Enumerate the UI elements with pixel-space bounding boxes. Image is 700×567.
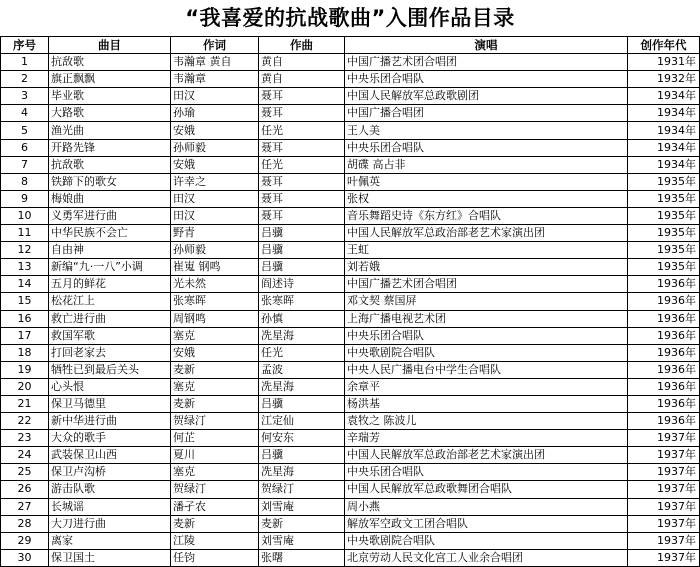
cell-song: 武装保卫山西 — [49, 447, 171, 464]
cell-song: 抗敌歌 — [49, 54, 171, 71]
cell-song: 新中华进行曲 — [49, 413, 171, 430]
table-row — [1, 395, 700, 412]
cell-composer: 孙慎 — [259, 310, 345, 327]
cell-composer: 聂耳 — [259, 88, 345, 105]
cell-lyricist: 光未然 — [171, 276, 259, 293]
cell-composer: 阎述诗 — [259, 276, 345, 293]
cell-year: 1935年 — [628, 242, 700, 259]
cell-song: 大众的歌手 — [49, 430, 171, 447]
table-row — [1, 464, 700, 481]
cell-lyricist: 塞克 — [171, 327, 259, 344]
table-row — [1, 242, 700, 259]
cell-year: 1936年 — [628, 276, 700, 293]
cell-year: 1937年 — [628, 532, 700, 549]
cell-performer: 中国广播合唱团 — [345, 105, 628, 122]
cell-number: 20 — [1, 378, 49, 395]
cell-composer: 吕骥 — [259, 447, 345, 464]
cell-number: 10 — [1, 207, 49, 224]
table-row — [1, 515, 700, 532]
cell-composer: 张曙 — [259, 549, 345, 566]
table-row — [1, 532, 700, 549]
cell-number: 27 — [1, 498, 49, 515]
table-row — [1, 207, 700, 224]
cell-number: 13 — [1, 259, 49, 276]
cell-composer: 聂耳 — [259, 173, 345, 190]
cell-lyricist: 贺绿汀 — [171, 413, 259, 430]
cell-composer: 江定仙 — [259, 413, 345, 430]
cell-number: 2 — [1, 71, 49, 88]
cell-performer: 音乐舞蹈史诗《东方红》合唱队 — [345, 207, 628, 224]
cell-year: 1935年 — [628, 173, 700, 190]
cell-composer: 麦新 — [259, 515, 345, 532]
cell-composer: 冼星海 — [259, 327, 345, 344]
cell-year: 1931年 — [628, 54, 700, 71]
cell-lyricist: 孙师毅 — [171, 242, 259, 259]
cell-year: 1936年 — [628, 378, 700, 395]
cell-performer: 辛瑞芳 — [345, 430, 628, 447]
cell-song: 大刀进行曲 — [49, 515, 171, 532]
cell-performer: 中国人民解放军总政治部老艺术家演出团 — [345, 225, 628, 242]
cell-song: 心头恨 — [49, 378, 171, 395]
table-row — [1, 122, 700, 139]
cell-lyricist: 夏川 — [171, 447, 259, 464]
table-row — [1, 413, 700, 430]
cell-year: 1936年 — [628, 344, 700, 361]
table-header-row — [1, 37, 700, 54]
cell-lyricist: 孙瑜 — [171, 105, 259, 122]
cell-number: 30 — [1, 549, 49, 566]
cell-performer: 中央乐团合唱队 — [345, 327, 628, 344]
cell-performer: 中央乐团合唱队 — [345, 139, 628, 156]
cell-number: 26 — [1, 481, 49, 498]
cell-year: 1936年 — [628, 361, 700, 378]
cell-number: 6 — [1, 139, 49, 156]
cell-composer: 刘雪庵 — [259, 532, 345, 549]
cell-song: 五月的鲜花 — [49, 276, 171, 293]
cell-performer: 王虹 — [345, 242, 628, 259]
cell-composer: 吕骥 — [259, 395, 345, 412]
cell-number: 1 — [1, 54, 49, 71]
cell-lyricist: 贺绿汀 — [171, 481, 259, 498]
cell-performer: 周小燕 — [345, 498, 628, 515]
cell-year: 1934年 — [628, 105, 700, 122]
cell-year: 1932年 — [628, 71, 700, 88]
cell-song: 抗敌歌 — [49, 156, 171, 173]
cell-number: 7 — [1, 156, 49, 173]
cell-song: 自由神 — [49, 242, 171, 259]
cell-number: 25 — [1, 464, 49, 481]
cell-composer: 黄自 — [259, 71, 345, 88]
cell-composer: 任光 — [259, 156, 345, 173]
cell-lyricist: 麦新 — [171, 395, 259, 412]
cell-performer: 上海广播电视艺术团 — [345, 310, 628, 327]
table-row — [1, 156, 700, 173]
cell-composer: 张寒晖 — [259, 293, 345, 310]
table-row — [1, 139, 700, 156]
cell-song: 松花江上 — [49, 293, 171, 310]
cell-year: 1937年 — [628, 498, 700, 515]
cell-song: 保卫马德里 — [49, 395, 171, 412]
cell-performer: 叶佩英 — [345, 173, 628, 190]
cell-song: 新编“九·一八”小调 — [49, 259, 171, 276]
cell-lyricist: 崔嵬 钢鸣 — [171, 259, 259, 276]
cell-year: 1936年 — [628, 310, 700, 327]
cell-year: 1937年 — [628, 430, 700, 447]
page-title: “我喜爱的抗战歌曲”入围作品目录 — [185, 6, 515, 30]
cell-lyricist: 潘孑农 — [171, 498, 259, 515]
cell-performer: 中国广播艺术团合唱团 — [345, 276, 628, 293]
cell-performer: 刘若娥 — [345, 259, 628, 276]
cell-lyricist: 何芷 — [171, 430, 259, 447]
table-row — [1, 173, 700, 190]
cell-year: 1934年 — [628, 156, 700, 173]
cell-lyricist: 麦新 — [171, 515, 259, 532]
table-row — [1, 481, 700, 498]
table-row — [1, 190, 700, 207]
cell-performer: 解放军空政文工团合唱队 — [345, 515, 628, 532]
cell-lyricist: 韦瀚章 — [171, 71, 259, 88]
table-row — [1, 105, 700, 122]
header-year: 创作年代 — [628, 37, 700, 54]
cell-song: 保卫卢沟桥 — [49, 464, 171, 481]
cell-composer: 聂耳 — [259, 139, 345, 156]
table-row — [1, 447, 700, 464]
cell-number: 5 — [1, 122, 49, 139]
cell-number: 8 — [1, 173, 49, 190]
song-list-table — [0, 36, 700, 567]
cell-lyricist: 塞克 — [171, 464, 259, 481]
cell-composer: 何安东 — [259, 430, 345, 447]
cell-composer: 冼星海 — [259, 464, 345, 481]
table-row — [1, 88, 700, 105]
cell-performer: 张权 — [345, 190, 628, 207]
cell-lyricist: 孙师毅 — [171, 139, 259, 156]
cell-composer: 贺绿汀 — [259, 481, 345, 498]
cell-year: 1936年 — [628, 395, 700, 412]
cell-song: 保卫国土 — [49, 549, 171, 566]
cell-number: 3 — [1, 88, 49, 105]
cell-number: 22 — [1, 413, 49, 430]
cell-performer: 中央歌剧院合唱队 — [345, 344, 628, 361]
cell-lyricist: 田汉 — [171, 190, 259, 207]
cell-lyricist: 安娥 — [171, 122, 259, 139]
table-row — [1, 344, 700, 361]
cell-number: 23 — [1, 430, 49, 447]
cell-performer: 邓文契 蔡国屏 — [345, 293, 628, 310]
table-row — [1, 498, 700, 515]
cell-performer: 中央乐团合唱队 — [345, 464, 628, 481]
cell-performer: 余章平 — [345, 378, 628, 395]
table-row — [1, 378, 700, 395]
cell-song: 毕业歌 — [49, 88, 171, 105]
cell-year: 1936年 — [628, 293, 700, 310]
cell-performer: 中央歌剧院合唱队 — [345, 532, 628, 549]
cell-song: 梅娘曲 — [49, 190, 171, 207]
table-row — [1, 71, 700, 88]
cell-number: 11 — [1, 225, 49, 242]
cell-song: 义勇军进行曲 — [49, 207, 171, 224]
header-lyricist: 作词 — [171, 37, 259, 54]
cell-number: 19 — [1, 361, 49, 378]
cell-lyricist: 田汉 — [171, 207, 259, 224]
cell-performer: 北京劳动人民文化宫工人业余合唱团 — [345, 549, 628, 566]
cell-lyricist: 塞克 — [171, 378, 259, 395]
table-row — [1, 549, 700, 566]
header-composer: 作曲 — [259, 37, 345, 54]
cell-performer: 中国人民解放军总政歌剧团 — [345, 88, 628, 105]
cell-song: 牺牲已到最后关头 — [49, 361, 171, 378]
cell-performer: 胡碟 高占非 — [345, 156, 628, 173]
cell-song: 离家 — [49, 532, 171, 549]
cell-composer: 孟波 — [259, 361, 345, 378]
cell-lyricist: 安娥 — [171, 156, 259, 173]
cell-number: 16 — [1, 310, 49, 327]
table-row — [1, 327, 700, 344]
cell-lyricist: 许幸之 — [171, 173, 259, 190]
cell-composer: 任光 — [259, 122, 345, 139]
cell-year: 1937年 — [628, 464, 700, 481]
cell-year: 1937年 — [628, 515, 700, 532]
header-performer: 演唱 — [345, 37, 628, 54]
table-row — [1, 259, 700, 276]
cell-year: 1935年 — [628, 207, 700, 224]
cell-number: 4 — [1, 105, 49, 122]
table-row — [1, 225, 700, 242]
cell-song: 救亡进行曲 — [49, 310, 171, 327]
cell-lyricist: 周钢鸣 — [171, 310, 259, 327]
cell-number: 12 — [1, 242, 49, 259]
cell-number: 21 — [1, 395, 49, 412]
cell-song: 打回老家去 — [49, 344, 171, 361]
cell-song: 中华民族不会亡 — [49, 225, 171, 242]
cell-song: 铁蹄下的歌女 — [49, 173, 171, 190]
cell-song: 长城谣 — [49, 498, 171, 515]
cell-number: 15 — [1, 293, 49, 310]
cell-performer: 中国人民解放军总政治部老艺术家演出团 — [345, 447, 628, 464]
cell-year: 1937年 — [628, 549, 700, 566]
table-row — [1, 361, 700, 378]
cell-lyricist: 韦瀚章 黄自 — [171, 54, 259, 71]
cell-lyricist: 张寒晖 — [171, 293, 259, 310]
table-row — [1, 276, 700, 293]
cell-song: 旗正飘飘 — [49, 71, 171, 88]
cell-composer: 聂耳 — [259, 207, 345, 224]
cell-composer: 任光 — [259, 344, 345, 361]
cell-number: 9 — [1, 190, 49, 207]
cell-number: 14 — [1, 276, 49, 293]
cell-performer: 王人美 — [345, 122, 628, 139]
cell-song: 游击队歌 — [49, 481, 171, 498]
table-row — [1, 430, 700, 447]
cell-lyricist: 江陵 — [171, 532, 259, 549]
cell-lyricist: 田汉 — [171, 88, 259, 105]
cell-lyricist: 安娥 — [171, 344, 259, 361]
cell-composer: 吕骥 — [259, 259, 345, 276]
cell-composer: 吕骥 — [259, 242, 345, 259]
cell-composer: 聂耳 — [259, 190, 345, 207]
cell-composer: 吕骥 — [259, 225, 345, 242]
table-row — [1, 293, 700, 310]
cell-lyricist: 任钧 — [171, 549, 259, 566]
cell-year: 1935年 — [628, 259, 700, 276]
cell-performer: 杨洪基 — [345, 395, 628, 412]
cell-number: 18 — [1, 344, 49, 361]
cell-performer: 中国广播艺术团合唱团 — [345, 54, 628, 71]
cell-year: 1936年 — [628, 413, 700, 430]
cell-composer: 刘雪庵 — [259, 498, 345, 515]
cell-number: 29 — [1, 532, 49, 549]
cell-performer: 袁牧之 陈波儿 — [345, 413, 628, 430]
table-row — [1, 310, 700, 327]
cell-year: 1935年 — [628, 190, 700, 207]
cell-number: 17 — [1, 327, 49, 344]
cell-composer: 聂耳 — [259, 105, 345, 122]
cell-song: 救国军歌 — [49, 327, 171, 344]
table-row — [1, 54, 700, 71]
cell-composer: 黄自 — [259, 54, 345, 71]
cell-lyricist: 麦新 — [171, 361, 259, 378]
cell-lyricist: 野青 — [171, 225, 259, 242]
cell-performer: 中央乐团合唱队 — [345, 71, 628, 88]
cell-performer: 中央人民广播电台中学生合唱队 — [345, 361, 628, 378]
header-number: 序号 — [1, 37, 49, 54]
cell-year: 1935年 — [628, 225, 700, 242]
cell-song: 大路歌 — [49, 105, 171, 122]
cell-year: 1934年 — [628, 139, 700, 156]
cell-year: 1936年 — [628, 327, 700, 344]
cell-performer: 中国人民解放军总政歌舞团合唱队 — [345, 481, 628, 498]
header-song: 曲目 — [49, 37, 171, 54]
cell-composer: 冼星海 — [259, 378, 345, 395]
cell-song: 渔光曲 — [49, 122, 171, 139]
cell-year: 1937年 — [628, 447, 700, 464]
cell-year: 1934年 — [628, 122, 700, 139]
cell-year: 1934年 — [628, 88, 700, 105]
cell-number: 24 — [1, 447, 49, 464]
cell-song: 开路先锋 — [49, 139, 171, 156]
cell-year: 1937年 — [628, 481, 700, 498]
cell-number: 28 — [1, 515, 49, 532]
